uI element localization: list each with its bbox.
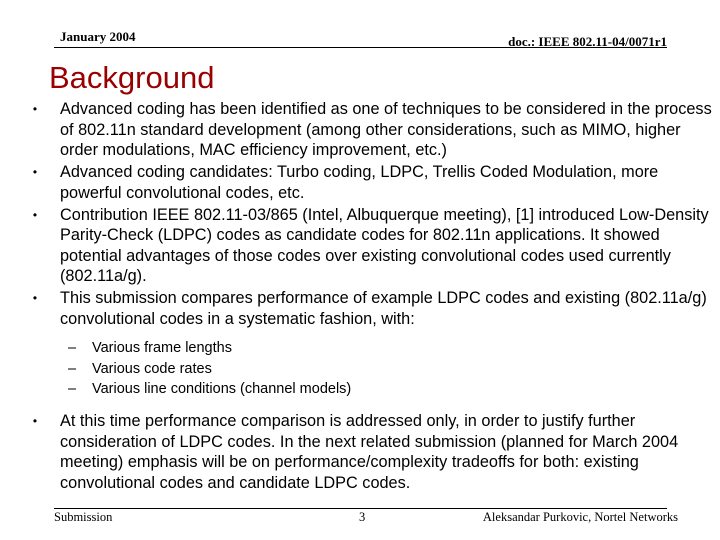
dash-icon: – [68,381,77,398]
bullet-text: This submission compares performance of example LDPC codes and existing (802.11a/g) convolutional codes in a systematic fashion, with: [60,289,707,328]
footer-author: Aleksandar Purkovic, Nortel Networks [482,510,678,524]
bullet-text: Advanced coding candidates: Turbo coding, LDPC, Trellis Coded Modulation, more powerful convolutional codes, etc. [60,163,659,202]
bullet-item [28,162,718,203]
bullet-item [28,205,718,287]
bullet-text: Contribution IEEE 802.11-03/865 (Intel, Albuquerque meeting), [1] introduced Low-Density Parity-Check (LDPC) codes as candidate codes for 802.11n applications. It showed potential advantages of those codes over existing convolutional codes used currently (802.11a/g). [60,205,709,286]
bullet-item [28,411,718,493]
bullet-item [28,99,718,161]
header-date: January 2004 [60,29,136,44]
sub-bullet-text: Various line conditions (channel models) [92,381,352,398]
bullet-dot-icon: • [32,102,38,116]
footer-divider [54,508,667,509]
dash-icon: – [68,340,77,357]
bullet-dot-icon: • [32,165,38,180]
header-doc-id: doc.: IEEE 802.11-04/0071r1 [508,34,667,49]
footer-page-number: 3 [359,510,366,524]
bullet-text: At this time performance comparison is addressed only, in order to justify further consideration of LDPC codes. In the next related submission (planned for March 2004 meeting) emphasis will be on performance/complexity tradeoffs for both: existing convolutional codes and candidate LDPC codes. [60,411,679,492]
sub-bullet-text: Various code rates [92,360,212,377]
bullet-list [28,99,718,495]
footer-submission: Submission [54,510,113,524]
bullet-dot-icon: • [32,207,38,222]
dash-icon: – [68,360,77,377]
slide-title: Background [49,60,215,95]
sub-bullet-text: Various frame lengths [92,340,232,357]
bullet-text: Advanced coding has been identified as one of techniques to be considered in the process of 802.11n standard development (among other considerations, such as MIMO, higher order modulations, MAC efficiency improvement, etc.) [60,100,712,160]
sub-bullet-item [28,379,718,400]
sub-bullet-item [28,359,718,380]
sub-bullet-item [28,338,718,359]
sub-bullet-list [28,338,718,400]
header-divider [54,47,667,48]
bullet-item [28,288,718,329]
bullet-dot-icon: • [32,291,38,306]
bullet-dot-icon: • [32,413,38,428]
